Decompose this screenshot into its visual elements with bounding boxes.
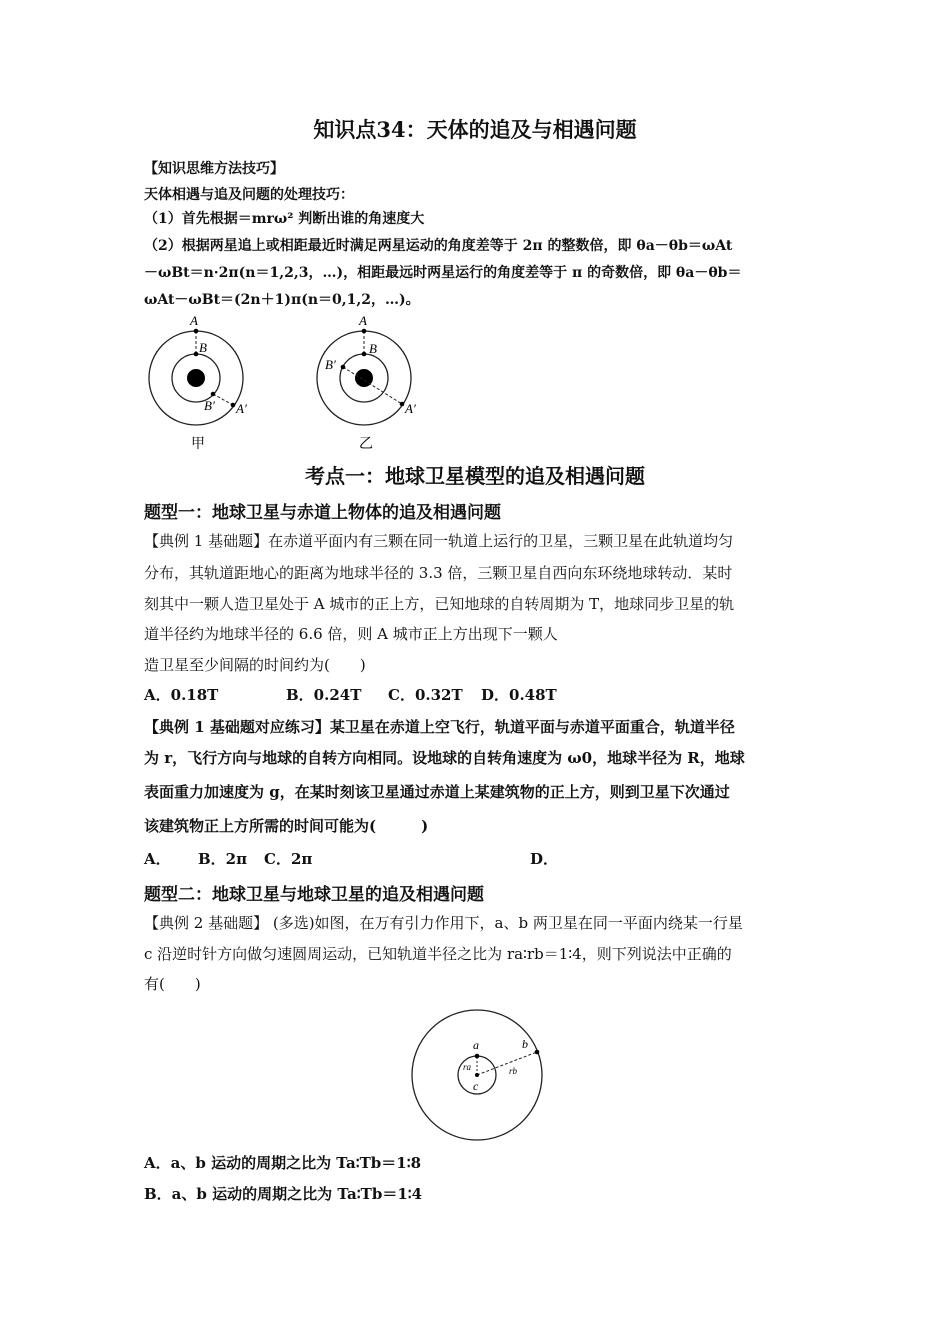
- point-Bprime: [341, 365, 346, 370]
- example1-line4: 道半径约为地球半径的 6.6 倍，则 A 城市正上方出现下一颗人: [144, 625, 558, 643]
- method-heading: 【知识思维方法技巧】: [144, 161, 284, 177]
- label-rb: rb: [509, 1066, 518, 1076]
- example2-option-a[interactable]: A．a、b 运动的周期之比为 Ta∶Tb＝1∶8: [144, 1154, 422, 1172]
- orbit-diagrams-figure: [140, 312, 440, 454]
- method-step-2-line2: －ωBt＝n·2π(n＝1,2,3，…)，相距最远时两星运行的角度差等于 π 的奇数倍，即 θa－θb＝: [144, 265, 742, 281]
- practice1-line2: 为 r，飞行方向与地球的自转方向相同。设地球的自转角速度为 ω0，地球半径为 R，地球: [144, 749, 745, 767]
- caption-jia: 甲: [191, 436, 205, 452]
- practice1-option-a[interactable]: A．: [144, 850, 171, 868]
- practice1-line1: 【典例 1 基础题对应练习】某卫星在赤道上空飞行，轨道平面与赤道平面重合，轨道半径: [144, 718, 735, 736]
- label-c: c: [473, 1079, 479, 1093]
- practice1-option-d[interactable]: D．: [530, 850, 559, 868]
- example1-option-a[interactable]: A．0.18T: [144, 686, 219, 704]
- planet-c: [475, 1073, 479, 1077]
- point-A: [194, 329, 199, 334]
- central-body: [187, 369, 205, 387]
- example2-line1: 【典例 2 基础题】 (多选)如图，在万有引力作用下，a、b 两卫星在同一平面内绕某一行星: [144, 914, 743, 932]
- example1-option-d[interactable]: D．0.48T: [481, 686, 557, 704]
- example1-option-b[interactable]: B．0.24T: [286, 686, 362, 704]
- practice1-line4: 该建筑物正上方所需的时间可能为( ): [144, 817, 429, 835]
- page-title: 知识点34：天体的追及与相遇问题: [313, 117, 637, 142]
- question-type-2-heading: 题型二：地球卫星与地球卫星的追及相遇问题: [144, 885, 484, 905]
- example1-line3: 刻其中一颗人造卫星处于 A 城市的正上方，已知地球的自转周期为 T，地球同步卫星的轨: [144, 595, 735, 613]
- example2-option-b[interactable]: B．a、b 运动的周期之比为 Ta∶Tb＝1∶4: [144, 1185, 423, 1203]
- label-Aprime: A′: [236, 401, 247, 416]
- line-Bprime-Aprime: [213, 394, 233, 405]
- point-Aprime: [231, 403, 236, 408]
- satellite-a: [475, 1054, 480, 1059]
- label-A: A: [190, 313, 198, 328]
- point-Bprime: [211, 392, 216, 397]
- label-b: b: [522, 1037, 528, 1051]
- method-intro: 天体相遇与追及问题的处理技巧：: [144, 187, 354, 203]
- satellite-b: [535, 1050, 540, 1055]
- question-type-1-heading: 题型一：地球卫星与赤道上物体的追及相遇问题: [144, 503, 501, 523]
- practice1-line3: 表面重力加速度为 g，在某时刻该卫星通过赤道上某建筑物的正上方，则到卫星下次通过: [144, 783, 730, 801]
- section-heading-1: 考点一：地球卫星模型的追及相遇问题: [305, 464, 645, 488]
- point-Aprime: [400, 402, 405, 407]
- method-step-2-line3: ωAt－ωBt＝(2n＋1)π(n＝0,1,2，…)。: [144, 292, 420, 308]
- method-step-1: （1）首先根据＝mrω² 判断出谁的角速度大: [144, 211, 425, 227]
- example1-line5: 造卫星至少间隔的时间约为( ): [144, 656, 366, 674]
- label-a: a: [473, 1038, 479, 1052]
- label-ra: ra: [463, 1062, 472, 1072]
- example1-line2: 分布，其轨道距地心的距离为地球半径的 3.3 倍，三颗卫星自西向东环绕地球转动．某时: [144, 564, 733, 582]
- practice1-option-c[interactable]: C．2π: [264, 850, 313, 868]
- label-A: A: [359, 313, 367, 328]
- method-step-2-line1: （2）根据两星追上或相距最近时满足两星运动的角度差等于 2π 的整数倍，即 θa－θb＝ωAt: [144, 238, 733, 254]
- example2-line3: 有( ): [144, 975, 201, 993]
- diagram-jia: [149, 313, 247, 452]
- practice1-option-b[interactable]: B．2π: [198, 850, 248, 868]
- example2-line2: c 沿逆时针方向做匀速圆周运动，已知轨道半径之比为 ra∶rb＝1∶4，则下列说法中正确的: [144, 945, 732, 963]
- label-Bprime: B′: [325, 357, 336, 372]
- point-A: [362, 329, 367, 334]
- radius-rb: [477, 1052, 537, 1075]
- point-B: [362, 352, 367, 357]
- caption-yi: 乙: [359, 436, 373, 452]
- label-B: B: [199, 340, 207, 355]
- example1-line1: 【典例 1 基础题】在赤道平面内有三颗在同一轨道上运行的卫星，三颗卫星在此轨道均匀: [144, 532, 734, 550]
- satellite-orbit-figure: [406, 1004, 548, 1146]
- diagram-yi: [317, 313, 416, 452]
- label-B: B: [369, 341, 377, 356]
- point-B: [194, 352, 199, 357]
- label-Aprime: A′: [405, 401, 416, 416]
- example1-option-c[interactable]: C．0.32T: [388, 686, 463, 704]
- label-Bprime: B′: [204, 398, 215, 413]
